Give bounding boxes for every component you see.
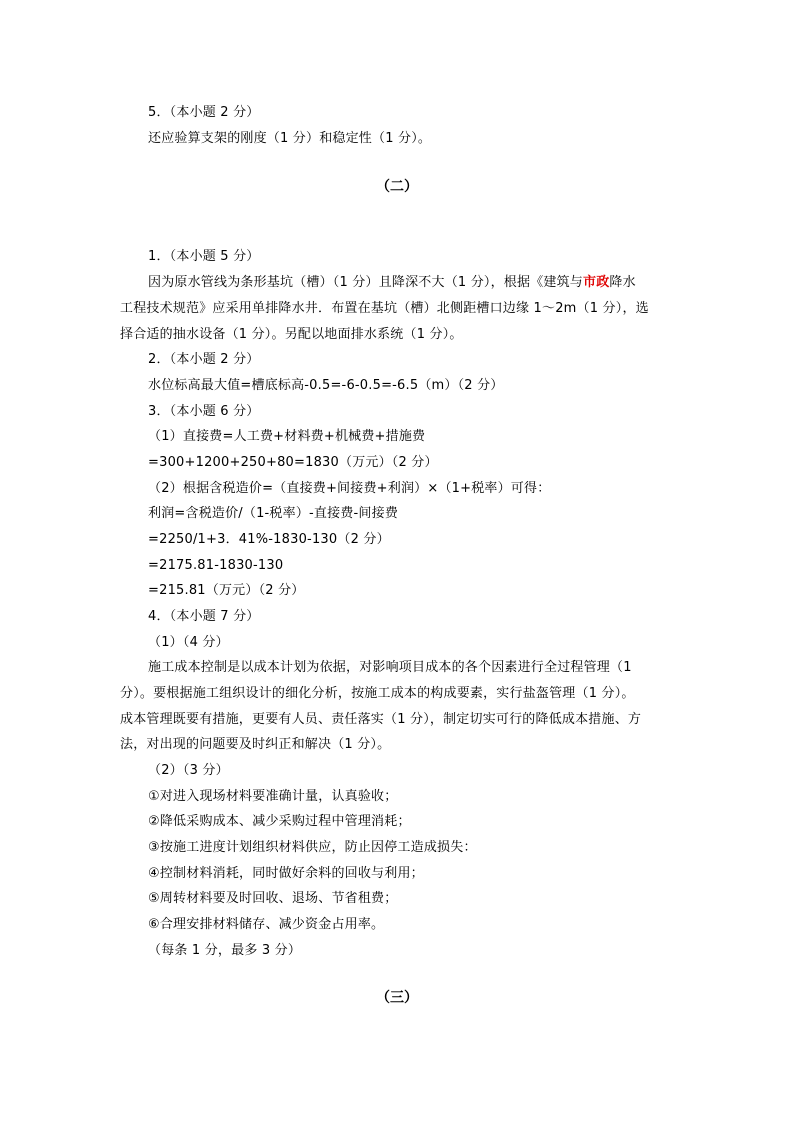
section-2-q4-sub2-item: ⑥合理安排材料储存、减少资金占用率。 [148,917,385,932]
section-2-q1-line-3: 择合适的抽水设备（1 分）。另配以地面排水系统（1 分）。 [120,327,463,342]
question-5-answer: 还应验算支架的刚度（1 分）和稳定性（1 分）。 [148,131,432,146]
section-2-q4-sub2-item: ④控制材料消耗，同时做好余料的回收与利用； [148,866,424,881]
q1-line1-pre: 因为原水管线为条形基坑（槽）（1 分）且降深不大（1 分），根据《建筑与 [148,275,584,290]
section-2-q3-label: 3．（本小题 6 分） [148,404,260,419]
section-2-heading: （二） [376,179,418,195]
section-2-q4-sub2-item: ③按施工进度计划组织材料供应，防止因停工造成损失： [148,840,477,855]
section-3-heading: （三） [376,990,418,1006]
section-2-q4-sub1-line: 施工成本控制是以成本计划为依据，对影响项目成本的各个因素进行全过程管理（1 [148,660,632,675]
q1-line1-highlight: 市政 [583,275,610,290]
section-2-q1-label: 1．（本小题 5 分） [148,249,260,264]
section-2-q4-sub1-line: 法，对出现的问题要及时纠正和解决（1 分）。 [120,737,391,752]
section-2-q1-line-1 [148,274,636,292]
section-2-q4-sub2-item: ⑤周转材料要及时回收、退场、节省租费； [148,891,398,906]
section-2-q3-line: （1）直接费=人工费+材料费+机械费+措施费 [148,429,426,444]
section-2-q3-line: =300+1200+250+80=1830（万元）（2 分） [148,455,438,470]
section-2-q4-sub2-label: （2）（3 分） [148,763,229,778]
question-5-label: 5．（本小题 2 分） [148,105,260,120]
section-2-q4-sub2-item: ②降低采购成本、减少采购过程中管理消耗； [148,814,411,829]
section-2-q4-sub2-item: ①对进入现场材料要准确计量，认真验收； [148,789,398,804]
section-2-q4-sub1-line: 成本管理既要有措施，更要有人员、责任落实（1 分），制定切实可行的降低成本措施、方 [120,712,642,727]
section-2-q3-line: =2175.81-1830-130 [148,558,284,573]
section-2-q4-note: （每条 1 分，最多 3 分） [148,943,302,958]
section-2-q4-sub1-label: （1）（4 分） [148,635,229,650]
section-2-q4-label: 4．（本小题 7 分） [148,609,260,624]
section-2-q3-line: =2250/1+3．41%-1830-130（2 分） [148,532,390,547]
section-2-q1-line-2: 工程技术规范》应采用单排降水井．布置在基坑（槽）北侧距槽口边缘 1～2m（1 分），选 [120,301,649,316]
section-2-q2-label: 2．（本小题 2 分） [148,352,260,367]
section-2-q3-line: （2）根据含税造价=（直接费+间接费+利润）×（1+税率）可得： [148,481,551,496]
section-2-q4-sub1-line: 分）。要根据施工组织设计的细化分析，按施工成本的构成要素，实行盐盔管理（1 分）。 [120,686,635,701]
section-2-q3-line: =215.81（万元）（2 分） [148,583,305,598]
section-2-q2-line-1: 水位标高最大值=槽底标高-0.5=-6-0.5=-6.5（m）（2 分） [148,378,504,393]
section-2-q3-line: 利润=含税造价/（1-税率）-直接费-间接费 [148,506,399,521]
q1-line1-post: 降水 [609,275,636,290]
